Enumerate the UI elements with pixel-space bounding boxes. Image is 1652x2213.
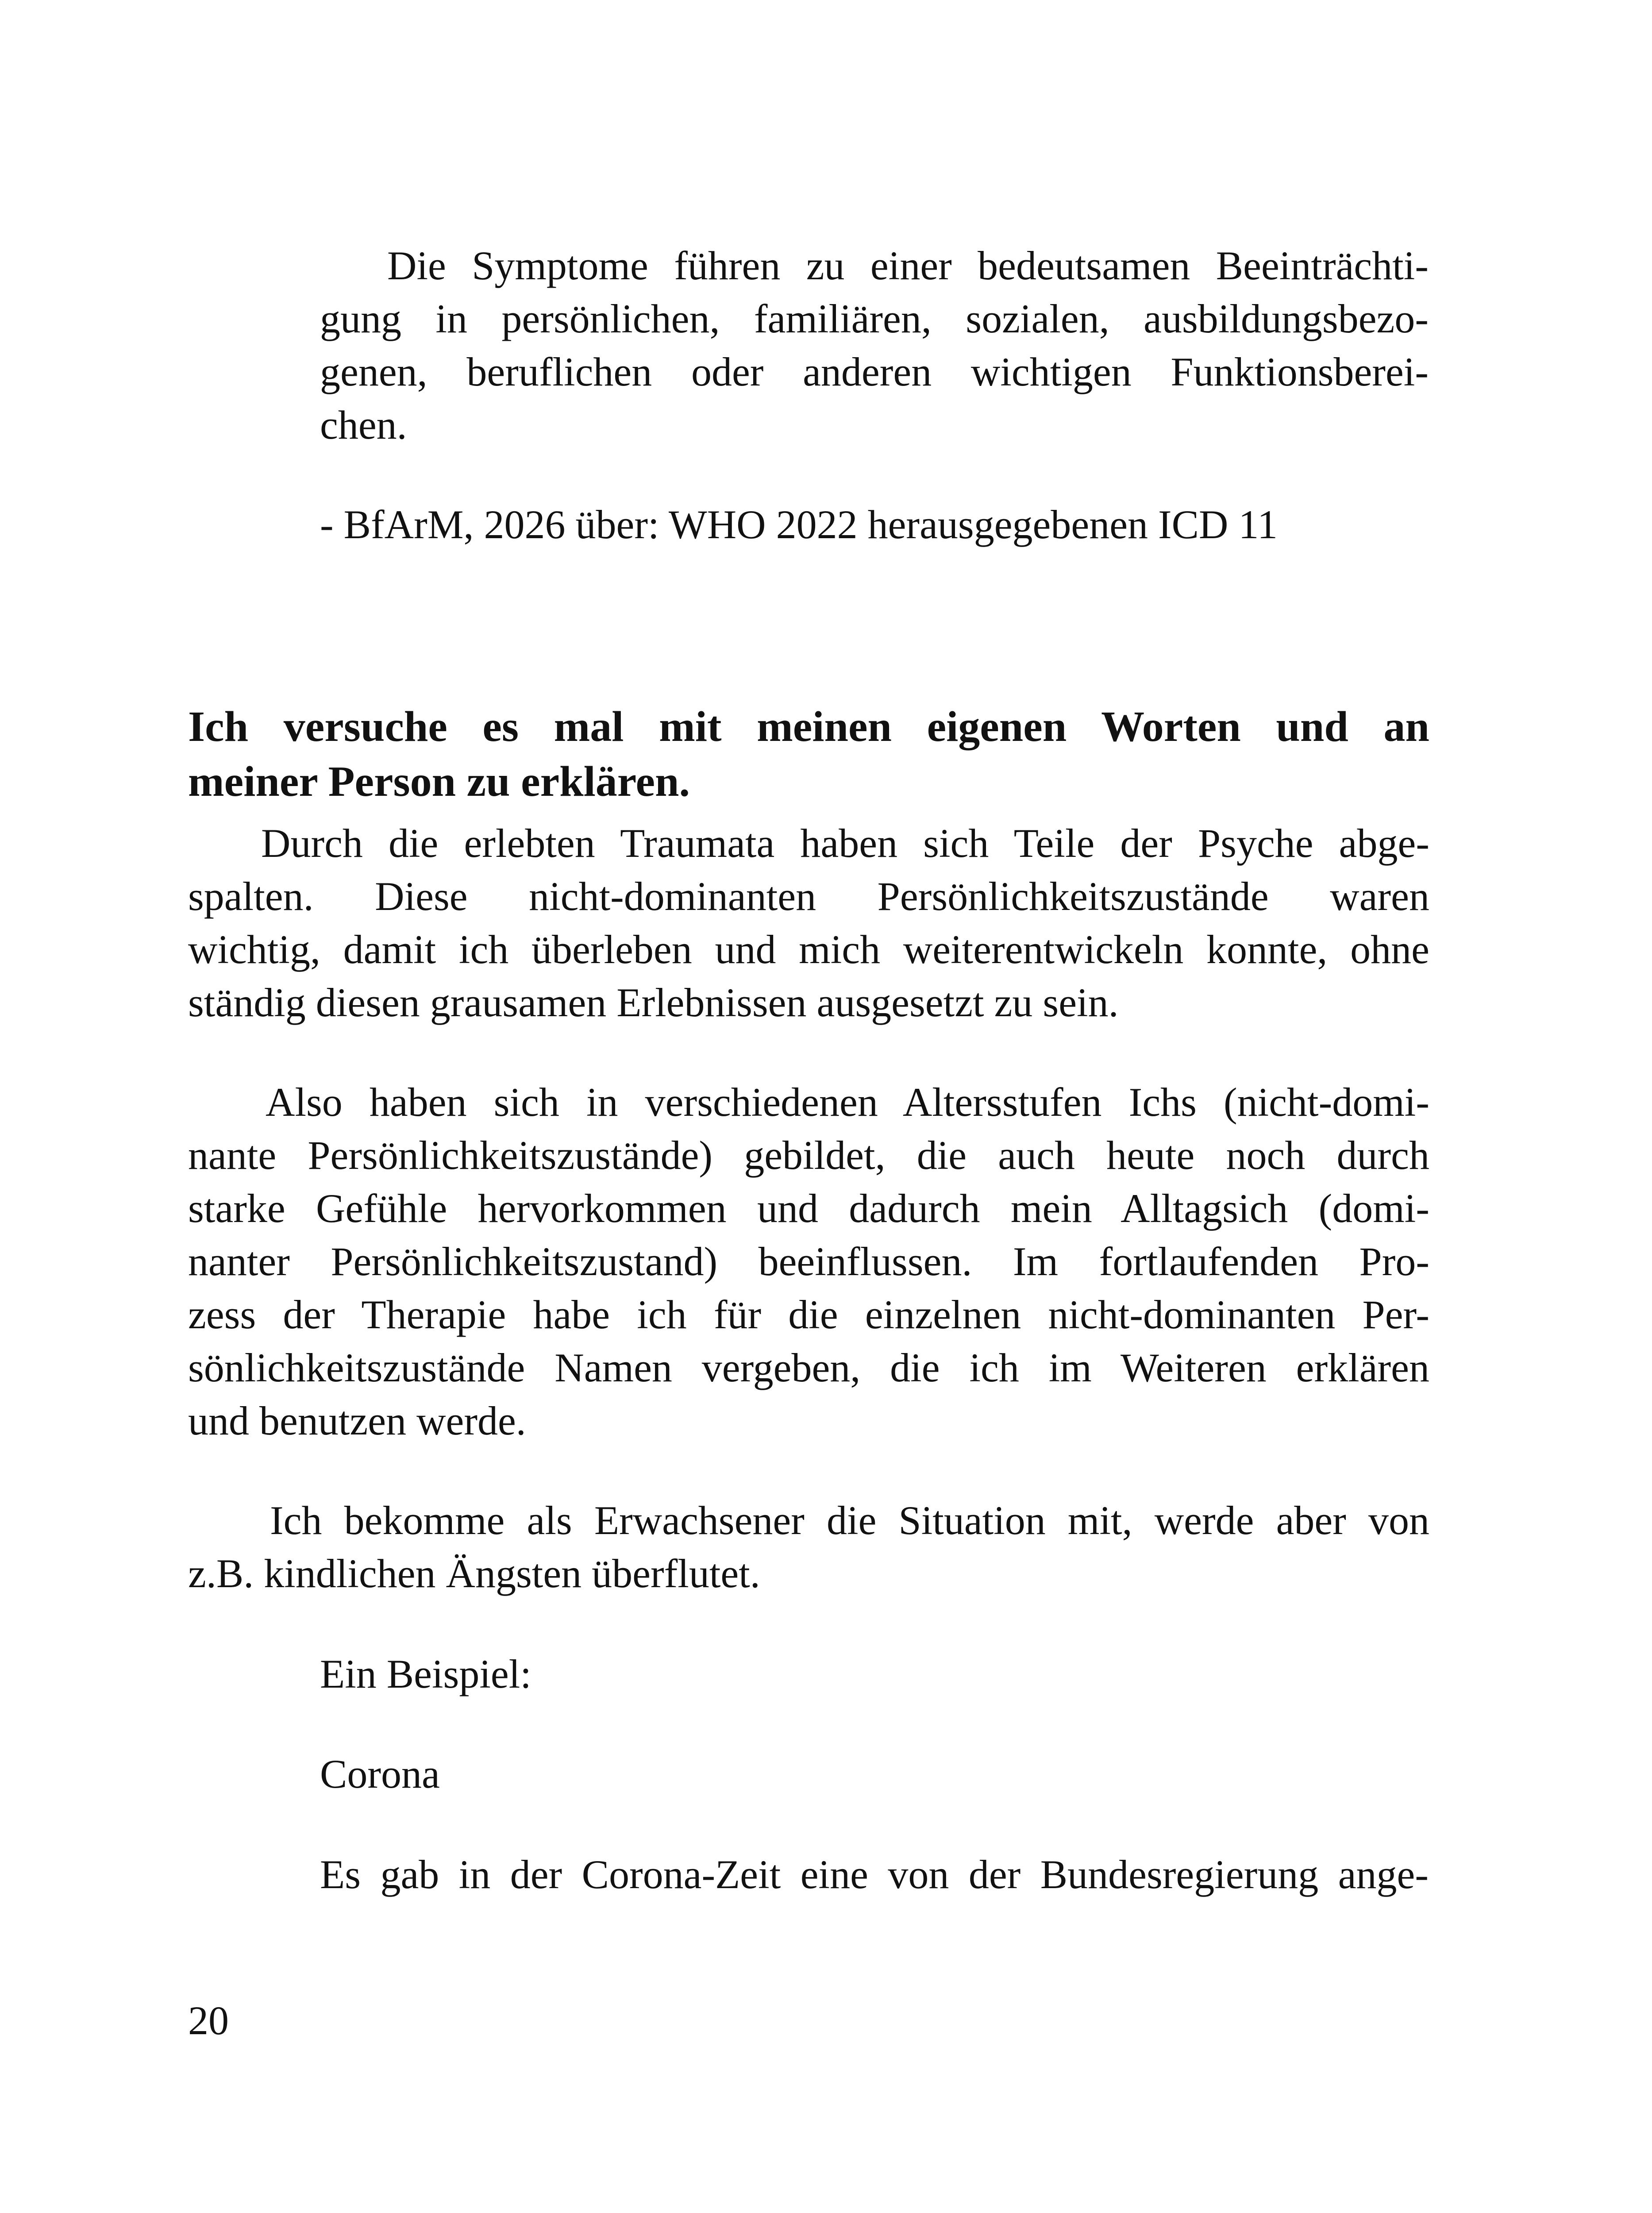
paragraph-line: ständig diesen grausamen Erlebnissen ausgesetzt zu sein.: [188, 980, 1119, 1025]
paragraph-line: z.B. kindlichen Ängsten überflutet.: [188, 1551, 760, 1596]
paragraph-line: wichtig, damit ich überleben und mich weiterentwickeln konnte, ohne: [188, 927, 1429, 972]
example-text: Es gab in der Corona-Zeit eine von der Bundesregierung ange-: [320, 1852, 1429, 1897]
paragraph-line: und benutzen werde.: [188, 1398, 526, 1443]
example-title: Corona: [320, 1751, 440, 1797]
example-intro: Ein Beispiel:: [320, 1651, 531, 1696]
paragraph-line: spalten. Diese nicht-dominanten Persönlichkeitszustände waren: [188, 874, 1429, 919]
page-number: 20: [188, 1998, 229, 2043]
heading-line: meiner Person zu erklären.: [188, 758, 690, 806]
paragraph-line: nante Persönlichkeitszustände) gebildet, die auch heute noch durch: [188, 1133, 1429, 1178]
paragraph-line: Also haben sich in verschiedenen Altersstufen Ichs (nicht-domi-: [266, 1080, 1429, 1125]
paragraph-line: sönlichkeitszustände Namen vergeben, die ich im Weiteren erklären: [188, 1345, 1429, 1390]
heading-line: Ich versuche es mal mit meinen eigenen Worten und an: [188, 703, 1429, 751]
paragraph-line: nanter Persönlichkeitszustand) beeinflussen. Im fortlaufenden Pro-: [188, 1239, 1429, 1284]
paragraph-line: zess der Therapie habe ich für die einzelnen nicht-dominanten Per-: [188, 1292, 1429, 1337]
quote-line: Die Symptome führen zu einer bedeutsamen Beeinträchti-: [387, 243, 1429, 288]
quote-source: - BfArM, 2026 über: WHO 2022 herausgegebenen ICD 11: [320, 502, 1278, 547]
quote-line: chen.: [320, 402, 407, 447]
paragraph-line: Durch die erlebten Traumata haben sich Teile der Psyche abge-: [261, 821, 1429, 866]
paragraph-line: Ich bekomme als Erwachsener die Situation mit, werde aber von: [270, 1498, 1429, 1543]
quote-line: gung in persönlichen, familiären, sozialen, ausbildungsbezo-: [320, 296, 1429, 341]
paragraph-line: starke Gefühle hervorkommen und dadurch mein Alltagsich (domi-: [188, 1186, 1429, 1231]
quote-line: genen, beruflichen oder anderen wichtigen Funktionsberei-: [320, 349, 1429, 394]
